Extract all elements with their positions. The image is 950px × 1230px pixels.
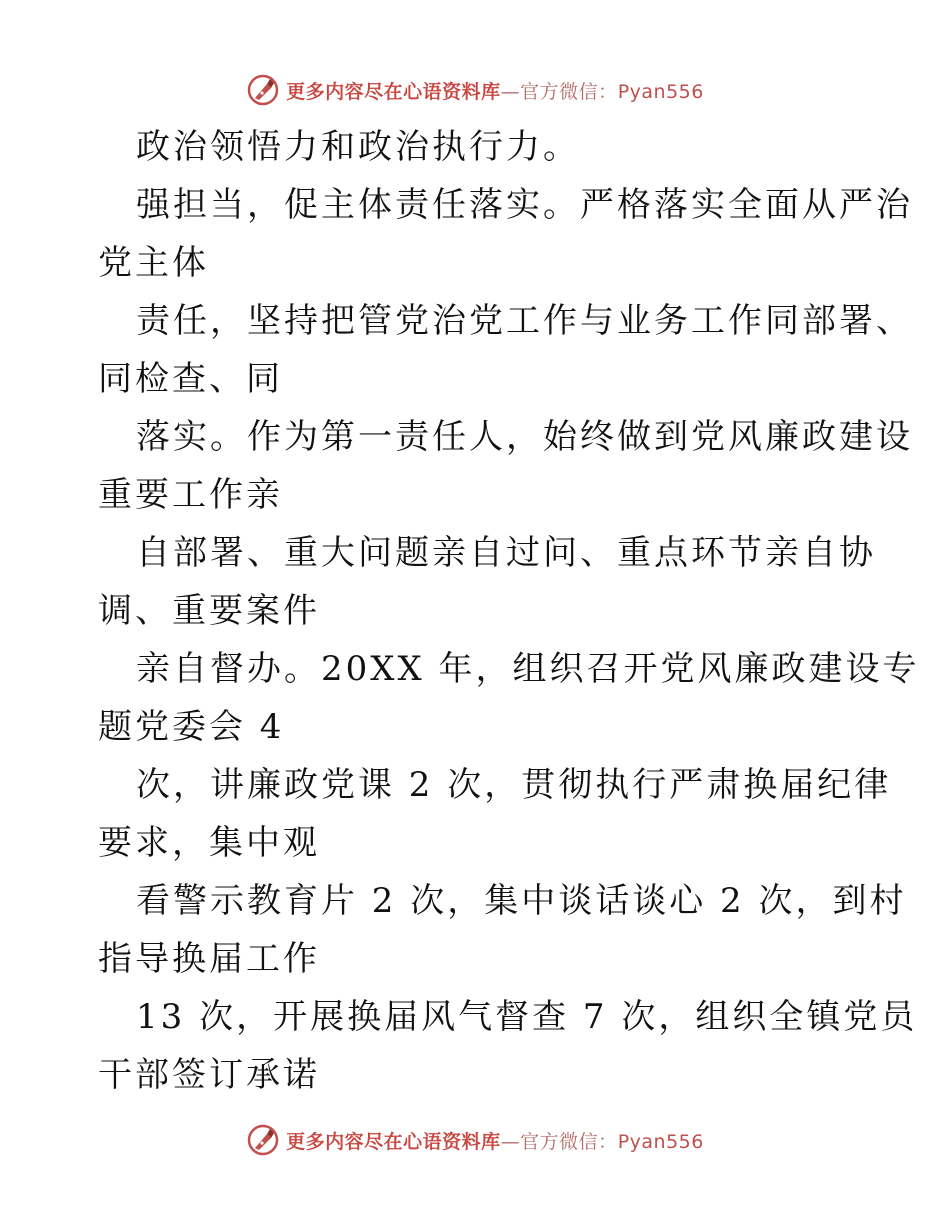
text-line: 干部签订承诺: [98, 1055, 320, 1095]
watermark-separator: —: [500, 1130, 521, 1153]
text-line: 党主体: [98, 243, 209, 283]
header-watermark: [0, 70, 950, 110]
text-line: 责任，坚持把管党治党工作与业务工作同部署、: [136, 301, 913, 341]
watermark-text: [286, 1127, 704, 1154]
text-line: 指导换届工作: [98, 939, 320, 979]
watermark-separator: —: [500, 80, 521, 103]
text-line: 同检查、同: [98, 359, 283, 399]
text-line: 落实。作为第一责任人，始终做到党风廉政建设: [136, 417, 913, 457]
document-body: [98, 118, 920, 1104]
watermark-wechat-label: 官方微信：: [520, 1130, 618, 1153]
watermark-text: [286, 77, 704, 104]
text-line: 自部署、重大问题亲自过问、重点环节亲自协: [136, 533, 876, 573]
watermark-wechat-id: Pyan556: [617, 1130, 704, 1153]
watermark-wechat-id: Pyan556: [617, 80, 704, 103]
text-line: 13 次，开展换届风气督查 7 次，组织全镇党员: [136, 997, 918, 1037]
pen-nib-logo-icon: [246, 73, 280, 107]
watermark-wechat-label: 官方微信：: [520, 80, 618, 103]
text-line: 重要工作亲: [98, 475, 283, 515]
text-line: 强担当，促主体责任落实。严格落实全面从严治: [136, 185, 913, 225]
pen-nib-logo-icon: [246, 1123, 280, 1157]
text-line: 看警示教育片 2 次，集中谈话谈心 2 次，到村: [136, 881, 907, 921]
text-line: 题党委会 4: [98, 707, 285, 747]
text-line: 亲自督办。20XX 年，组织召开党风廉政建设专: [136, 649, 920, 689]
text-line: 调、重要案件: [98, 591, 320, 631]
text-line: 次，讲廉政党课 2 次，贯彻执行严肃换届纪律: [136, 765, 892, 805]
footer-watermark: [0, 1120, 950, 1160]
watermark-brand: 更多内容尽在心语资料库: [286, 1130, 501, 1153]
text-line: 要求，集中观: [98, 823, 320, 863]
watermark-brand: 更多内容尽在心语资料库: [286, 80, 501, 103]
text-line: 政治领悟力和政治执行力。: [136, 127, 580, 167]
